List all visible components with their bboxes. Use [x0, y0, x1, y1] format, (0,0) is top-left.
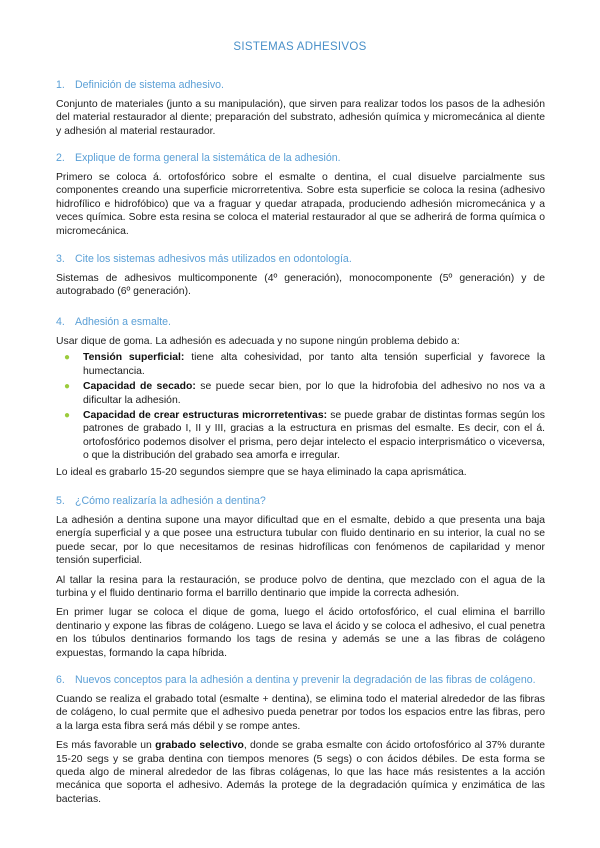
section-number: 5.: [56, 495, 65, 507]
bullet-icon: ●: [64, 381, 71, 393]
section-title: Nuevos conceptos para la adhesión a dentina y prevenir la degradación de las fibras de colágeno.: [75, 674, 536, 686]
paragraph: Cuando se realiza el grabado total (esmalte + dentina), se elimina todo el material alrededor de las fibras de colágeno, lo cual permite que el adhesivo pueda penetrar por todos los espacios entre las fibras, pero a la larga esta fibra será más débil y se rompe antes.: [56, 694, 545, 732]
paragraph-text: , donde se graba esmalte con ácido ortofosfórico al 37% durante 15-20 segs y se graba dentina con tiempos menores (5 segs) o con ácidos débiles. De esta forma se queda algo de mineral alrededor de las fibras colágenas, lo que las hace más resistentes a la acción mecánica que soporta el adhesivo. Además la protege de la degradación química y enzimática de las bacterias.: [56, 740, 545, 805]
list-item-text: tiene alta cohesividad, por tanto alta tensión superficial y favorece la humectancia.: [83, 352, 545, 377]
list-item-term: Capacidad de secado:: [83, 381, 196, 393]
section-number: 6.: [56, 674, 65, 686]
section-title: ¿Cómo realizaría la adhesión a dentina?: [75, 495, 266, 507]
paragraph-outro: Lo ideal es grabarlo 15-20 segundos siempre que se haya eliminado la capa aprismática.: [56, 466, 467, 478]
list-item-text: se puede secar bien, por lo que la hidrofobia del adhesivo no nos va a dificultar la adhesión.: [83, 381, 545, 406]
section-6: [56, 674, 545, 806]
paragraph: Al tallar la resina para la restauración, se produce polvo de dentina, que mezclado con el agua de la turbina y el fluido dentinario forma el barrillo dentinario que impide la correcta adhesión.: [56, 574, 545, 600]
section-number: 2.: [56, 152, 65, 164]
list-item-term: Capacidad de crear estructuras microrretentivas:: [83, 410, 328, 422]
bullet-icon: ●: [64, 352, 71, 364]
paragraph: La adhesión a dentina supone una mayor dificultad que en el esmalte, debido a que presenta una baja energía superficial y a que posee una estructura tubular con fluido dentinario en su interior, la cual no se puede secar, por lo que necesitamos de resinas hidrofílicas con fenómenos de capilaridad y menor tensión superficial.: [56, 515, 545, 567]
section-heading: [56, 79, 545, 92]
section-number: 1.: [56, 79, 65, 91]
paragraph-intro: Usar dique de goma. La adhesión es adecuada y no supone ningún problema debido a:: [56, 336, 460, 347]
bullet-list: [56, 351, 545, 462]
paragraph-emphasis: grabado selectivo: [155, 740, 244, 752]
section-title: Adhesión a esmalte.: [75, 316, 171, 328]
section-heading: [56, 152, 545, 165]
section-title: Explique de forma general la sistemática de la adhesión.: [75, 152, 341, 164]
section-number: 3.: [56, 253, 65, 265]
paragraph: [56, 739, 545, 806]
list-item: [64, 409, 545, 463]
paragraph: Sistemas de adhesivos multicomponente (4º generación), monocomponente (5º generación) y de autograbado (6º generación).: [56, 273, 545, 298]
section-heading: [56, 495, 545, 508]
section-title: Definición de sistema adhesivo.: [75, 79, 224, 91]
section-5: [56, 495, 545, 660]
section-number: 4.: [56, 316, 65, 328]
section-3: [56, 253, 545, 299]
page-title: SISTEMAS ADHESIVOS: [233, 41, 367, 53]
section-2: [56, 152, 545, 238]
bullet-icon: ●: [64, 410, 71, 422]
section-1: [56, 79, 545, 138]
paragraph: Conjunto de materiales (junto a su manipulación), que sirven para realizar todos los pasos de la adhesión del material restaurador al diente; preparación del substrato, adhesión química y micromecánica al diente y adhesión al material restaurador.: [56, 99, 545, 137]
list-item-text: se puede grabar de distintas formas según los patrones de grabado I, II y III, gracias a la estructura en prismas del esmalte. Es decir, con el á. ortofosfórico podemos disolver el prisma, pero dejar intelecto el espacio interprismático o viceversa, o que la distribución del grabado sea amorfa e irregular.: [83, 410, 545, 462]
section-heading: [56, 316, 545, 329]
paragraph-text: Es más favorable un: [56, 740, 156, 752]
section-4: [56, 316, 545, 479]
paragraph: Primero se coloca á. ortofosfórico sobre el esmalte o dentina, el cual disuelve parcialmente sus componentes creando una superficie microrretentiva. Sobre esta superficie se coloca la resina (adhesivo hidrofílico e hidrofóbico) que va a fraguar y quedar atrapada, produciendo adhesión micromecánica y a veces química. Sobre esta resina se coloca el material restaurador al que se adherirá de forma química o micromecánica.: [56, 172, 545, 237]
section-heading: [56, 253, 545, 266]
list-item-term: Tensión superficial:: [83, 352, 185, 364]
paragraph: En primer lugar se coloca el dique de goma, luego el ácido ortofosfórico, el cual elimina el barrillo dentinario y expone las fibras de colágeno. Luego se lava el ácido y se coloca el adhesivo, el cual penetra en los túbulos dentinarios formando los tags de resina y además se une a las fibras de colágeno expuestas, formando la capa híbrida.: [56, 607, 545, 659]
section-heading: [56, 674, 545, 687]
section-title: Cite los sistemas adhesivos más utilizados en odontología.: [75, 253, 352, 265]
list-item: [64, 380, 545, 407]
list-item: [64, 351, 545, 378]
